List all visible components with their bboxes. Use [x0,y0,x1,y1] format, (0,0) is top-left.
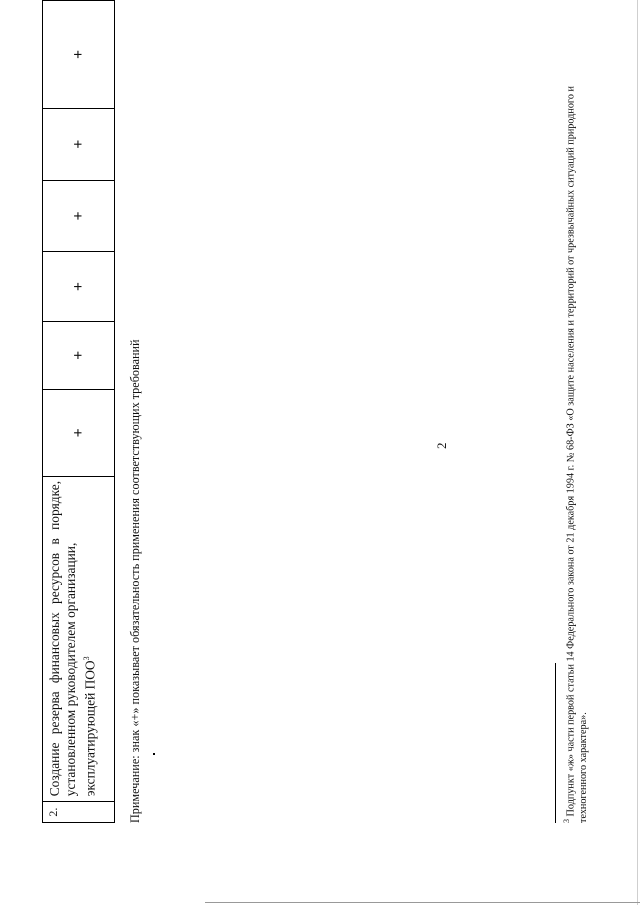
table-row [43,1,115,823]
footnote-text: Подпункт «ж» части первой статьи 14 Федерального закона от 21 декабря 1994 г. № 68-ФЗ «О защите населения и территорий от чрезвычайных ситуаций природного и техногенного характера». [565,86,590,823]
page-edge-right [637,0,638,905]
footnote-divider [555,663,556,823]
mark-cell-1: + [43,389,115,476]
page-edge-bottom [205,902,640,903]
footnote-number: 3 [562,819,571,823]
page-number: 2 [434,442,449,449]
footnote [560,61,590,823]
mark-cell-2: + [43,321,115,389]
description-line-3 [79,481,98,796]
description-line-2: установленном руководителем организации, [63,542,78,797]
requirements-table [42,0,115,823]
mark-cell-5: + [43,108,115,180]
description-line-1: Создание резерва финансовых ресурсов в порядке, [47,480,62,797]
mark-cell-4: + [43,180,115,252]
footnote-ref: 3 [82,656,91,661]
mark-cell-3: + [43,252,115,322]
row-number: 2. [43,802,115,823]
table-note: Примечание: знак «+» показывает обязательность применения соответствующих требований [128,339,142,823]
stray-dot [153,753,155,755]
description-line-3-text: эксплуатирующей ПОО [82,660,98,797]
mark-cell-6: + [43,1,115,109]
row-description [43,476,115,801]
